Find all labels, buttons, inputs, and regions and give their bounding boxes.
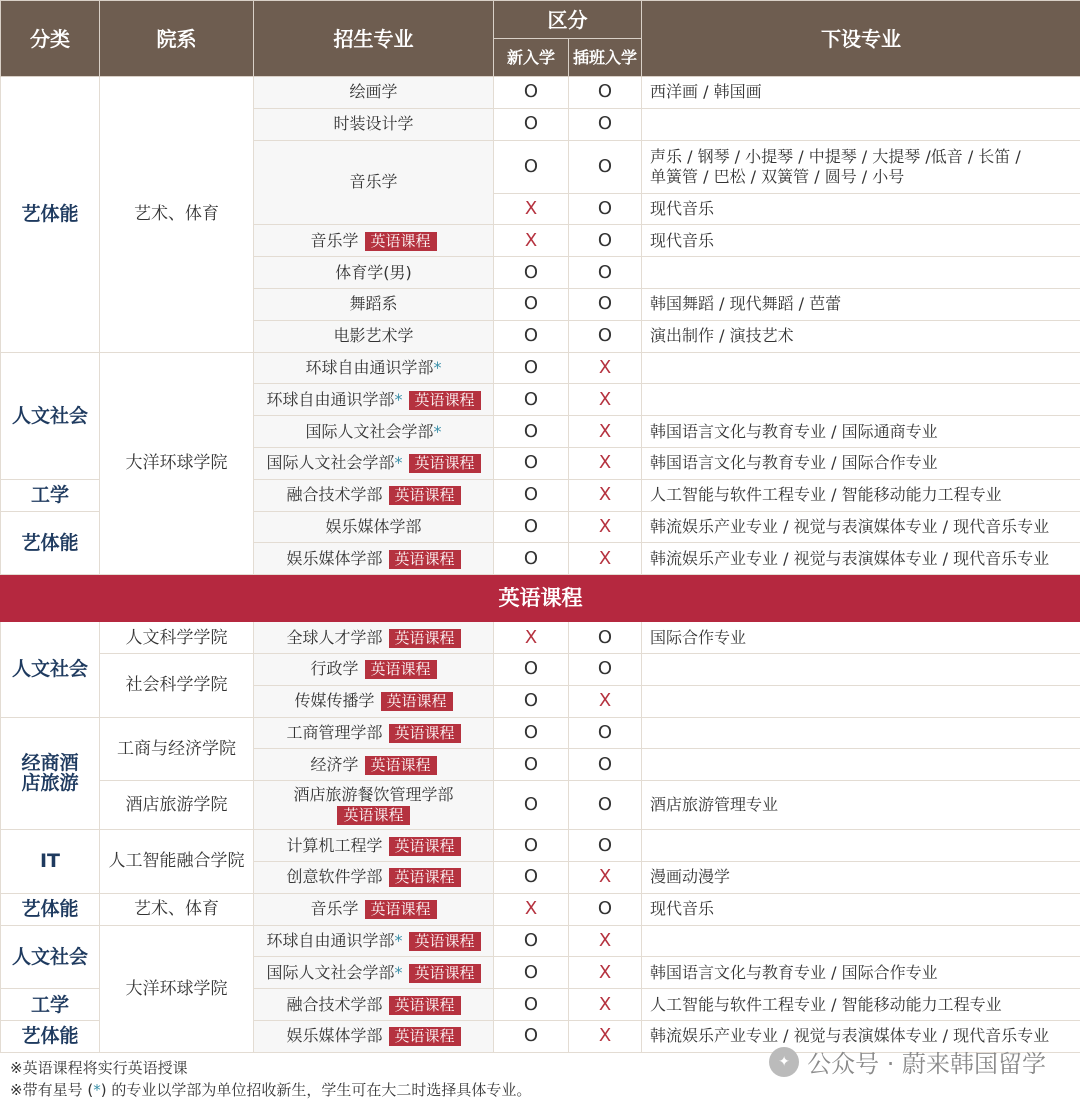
sub-major-cell: 韩国语言文化与教育专业 / 国际通商专业 bbox=[642, 416, 1080, 448]
transfer-mark: O bbox=[569, 622, 642, 654]
transfer-mark: O bbox=[569, 193, 642, 225]
new-entry-mark: X bbox=[494, 622, 569, 654]
category-cell: 艺体能 bbox=[1, 77, 100, 353]
sub-major-cell bbox=[642, 830, 1080, 862]
table-row bbox=[1, 893, 1080, 925]
footnote-star-a: ※带有星号 ( bbox=[10, 1080, 94, 1099]
transfer-mark: O bbox=[569, 140, 642, 193]
sub-major-cell bbox=[642, 384, 1080, 416]
new-entry-mark: O bbox=[494, 830, 569, 862]
header-sub-majors: 下设专业 bbox=[642, 1, 1080, 77]
major-cell bbox=[254, 384, 494, 416]
new-entry-mark: O bbox=[494, 108, 569, 140]
category-cell: IT bbox=[1, 830, 100, 894]
english-course-badge: 英语课程 bbox=[409, 932, 481, 951]
major-cell bbox=[254, 830, 494, 862]
sub-major-cell: 现代音乐 bbox=[642, 193, 1080, 225]
category-cell: 人文社会 bbox=[1, 622, 100, 717]
major-name: 行政学 bbox=[310, 659, 359, 679]
sub-major-cell: 西洋画 / 韩国画 bbox=[642, 77, 1080, 109]
new-entry-mark: X bbox=[494, 893, 569, 925]
transfer-mark: X bbox=[569, 957, 642, 989]
english-course-badge: 英语课程 bbox=[365, 900, 437, 919]
major-name: 环球自由通识学部 bbox=[266, 930, 395, 950]
major-cell: 电影艺术学 bbox=[254, 320, 494, 352]
transfer-mark: X bbox=[569, 511, 642, 543]
new-entry-mark: O bbox=[494, 257, 569, 289]
footnote-star-b: ) 的专业以学部为单位招收新生，学生可在大二时选择具体专业。 bbox=[100, 1080, 532, 1099]
new-entry-mark: O bbox=[494, 140, 569, 193]
wechat-icon: ✦ bbox=[769, 1047, 799, 1077]
major-cell bbox=[254, 717, 494, 749]
major-cell: 娱乐媒体学部 bbox=[254, 511, 494, 543]
sub-major-cell: 人工智能与软件工程专业 / 智能移动能力工程专业 bbox=[642, 989, 1080, 1021]
major-name: 环球自由通识学部 bbox=[266, 389, 395, 409]
english-course-badge: 英语课程 bbox=[389, 1027, 461, 1046]
sub-major-cell bbox=[642, 717, 1080, 749]
transfer-mark: X bbox=[569, 352, 642, 384]
department-cell: 社会科学学院 bbox=[100, 653, 254, 717]
new-entry-mark: O bbox=[494, 685, 569, 717]
sub-major-cell: 韩国舞蹈 / 现代舞蹈 / 芭蕾 bbox=[642, 288, 1080, 320]
new-entry-mark: O bbox=[494, 1020, 569, 1052]
transfer-mark: X bbox=[569, 384, 642, 416]
category-cell: 艺体能 bbox=[1, 893, 100, 925]
footnote-english: ※英语课程将实行英语授课 bbox=[10, 1058, 188, 1077]
major-cell bbox=[254, 479, 494, 511]
footnote-star bbox=[10, 1079, 1080, 1101]
major-name: 音乐学 bbox=[310, 899, 359, 919]
english-course-badge: 英语课程 bbox=[409, 391, 481, 410]
department-cell: 人工智能融合学院 bbox=[100, 830, 254, 894]
sub-major-cell: 酒店旅游管理专业 bbox=[642, 781, 1080, 830]
category-cell: 艺体能 bbox=[1, 511, 100, 575]
department-cell: 大洋环球学院 bbox=[100, 352, 254, 575]
major-name: 环球自由通识学部 bbox=[305, 357, 434, 377]
english-course-badge: 英语课程 bbox=[389, 837, 461, 856]
major-name: 融合技术学部 bbox=[286, 994, 383, 1014]
major-name: 传媒传播学 bbox=[294, 691, 375, 711]
transfer-mark: O bbox=[569, 288, 642, 320]
sub-major-cell: 声乐 / 钢琴 / 小提琴 / 中提琴 / 大提琴 /低音 / 长笛 / 单簧管 / 巴松 / 双簧管 / 圆号 / 小号 bbox=[642, 140, 1080, 193]
major-cell bbox=[254, 957, 494, 989]
english-course-badge: 英语课程 bbox=[365, 232, 437, 251]
sub-major-cell bbox=[642, 749, 1080, 781]
watermark-text: 公众号 · 蔚来韩国留学 bbox=[807, 1050, 1046, 1078]
transfer-mark: O bbox=[569, 225, 642, 257]
sub-major-cell: 韩流娱乐产业专业 / 视觉与表演媒体专业 / 现代音乐专业 bbox=[642, 1020, 1080, 1052]
major-cell bbox=[254, 352, 494, 384]
sub-major-cell bbox=[642, 352, 1080, 384]
english-course-badge: 英语课程 bbox=[365, 756, 437, 775]
transfer-mark: O bbox=[569, 257, 642, 289]
star-mark: * bbox=[394, 930, 403, 950]
new-entry-mark: X bbox=[494, 225, 569, 257]
english-course-badge: 英语课程 bbox=[389, 629, 461, 648]
transfer-mark: X bbox=[569, 685, 642, 717]
major-cell bbox=[254, 543, 494, 575]
table-row bbox=[1, 622, 1080, 654]
header-department: 院系 bbox=[100, 1, 254, 77]
major-name: 国际人文社会学部 bbox=[305, 421, 434, 441]
major-name: 娱乐媒体学部 bbox=[286, 1026, 383, 1046]
footnote-star-symbol: * bbox=[93, 1080, 101, 1099]
star-mark: * bbox=[433, 357, 442, 377]
major-cell: 时装设计学 bbox=[254, 108, 494, 140]
english-course-badge: 英语课程 bbox=[389, 724, 461, 743]
transfer-mark: O bbox=[569, 717, 642, 749]
new-entry-mark: O bbox=[494, 957, 569, 989]
major-cell bbox=[254, 622, 494, 654]
new-entry-mark: O bbox=[494, 861, 569, 893]
major-name: 音乐学 bbox=[310, 230, 359, 250]
transfer-mark: X bbox=[569, 1020, 642, 1052]
new-entry-mark: O bbox=[494, 717, 569, 749]
new-entry-mark: O bbox=[494, 749, 569, 781]
transfer-mark: X bbox=[569, 543, 642, 575]
transfer-mark: X bbox=[569, 447, 642, 479]
sub-major-cell: 韩国语言文化与教育专业 / 国际合作专业 bbox=[642, 957, 1080, 989]
new-entry-mark: O bbox=[494, 447, 569, 479]
major-cell bbox=[254, 749, 494, 781]
sub-major-cell bbox=[642, 925, 1080, 957]
category-cell: 工学 bbox=[1, 479, 100, 511]
star-mark: * bbox=[394, 389, 403, 409]
transfer-mark: O bbox=[569, 108, 642, 140]
watermark bbox=[769, 1044, 1046, 1079]
major-cell bbox=[254, 861, 494, 893]
major-cell: 绘画学 bbox=[254, 77, 494, 109]
new-entry-mark: O bbox=[494, 781, 569, 830]
major-cell bbox=[254, 416, 494, 448]
new-entry-mark: O bbox=[494, 77, 569, 109]
new-entry-mark: O bbox=[494, 989, 569, 1021]
new-entry-mark: O bbox=[494, 925, 569, 957]
category-cell: 人文社会 bbox=[1, 925, 100, 989]
header-division: 区分 bbox=[494, 1, 642, 39]
header-category: 分类 bbox=[1, 1, 100, 77]
major-name: 创意软件学部 bbox=[286, 867, 383, 887]
english-course-badge: 英语课程 bbox=[389, 550, 461, 569]
english-course-badge: 英语课程 bbox=[365, 660, 437, 679]
divider-label: 英语课程 bbox=[1, 575, 1080, 622]
table-row bbox=[1, 352, 1080, 384]
english-course-badge: 英语课程 bbox=[381, 692, 453, 711]
major-cell bbox=[254, 447, 494, 479]
major-cell bbox=[254, 989, 494, 1021]
sub-major-cell bbox=[642, 653, 1080, 685]
transfer-mark: O bbox=[569, 781, 642, 830]
major-name: 融合技术学部 bbox=[286, 485, 383, 505]
sub-major-cell: 现代音乐 bbox=[642, 893, 1080, 925]
table-row bbox=[1, 77, 1080, 109]
new-entry-mark: O bbox=[494, 479, 569, 511]
table-row bbox=[1, 925, 1080, 957]
major-name: 娱乐媒体学部 bbox=[286, 548, 383, 568]
transfer-mark: O bbox=[569, 653, 642, 685]
major-cell bbox=[254, 653, 494, 685]
major-cell bbox=[254, 225, 494, 257]
english-course-badge: 英语课程 bbox=[409, 964, 481, 983]
sub-major-cell: 现代音乐 bbox=[642, 225, 1080, 257]
header-new-entry: 新入学 bbox=[494, 39, 569, 77]
sub-major-cell: 人工智能与软件工程专业 / 智能移动能力工程专业 bbox=[642, 479, 1080, 511]
sub-major-cell: 韩流娱乐产业专业 / 视觉与表演媒体专业 / 现代音乐专业 bbox=[642, 543, 1080, 575]
major-name: 酒店旅游餐饮管理学部 bbox=[293, 785, 454, 805]
header-major: 招生专业 bbox=[254, 1, 494, 77]
table-row bbox=[1, 830, 1080, 862]
table-row bbox=[1, 653, 1080, 685]
star-mark: * bbox=[394, 453, 403, 473]
major-name: 国际人文社会学部 bbox=[266, 962, 395, 982]
english-course-badge: 英语课程 bbox=[389, 486, 461, 505]
sub-major-cell: 演出制作 / 演技艺术 bbox=[642, 320, 1080, 352]
english-course-badge: 英语课程 bbox=[389, 996, 461, 1015]
sub-major-cell: 国际合作专业 bbox=[642, 622, 1080, 654]
department-cell: 工商与经济学院 bbox=[100, 717, 254, 781]
english-course-badge: 英语课程 bbox=[409, 454, 481, 473]
transfer-mark: O bbox=[569, 893, 642, 925]
sub-major-cell bbox=[642, 108, 1080, 140]
major-cell: 体育学(男) bbox=[254, 257, 494, 289]
major-cell: 舞蹈系 bbox=[254, 288, 494, 320]
major-name: 经济学 bbox=[310, 754, 359, 774]
new-entry-mark: O bbox=[494, 543, 569, 575]
major-name: 计算机工程学 bbox=[286, 835, 383, 855]
major-name: 工商管理学部 bbox=[286, 722, 383, 742]
transfer-mark: O bbox=[569, 77, 642, 109]
transfer-mark: X bbox=[569, 479, 642, 511]
english-course-badge: 英语课程 bbox=[389, 868, 461, 887]
transfer-mark: O bbox=[569, 830, 642, 862]
sub-major-cell: 韩流娱乐产业专业 / 视觉与表演媒体专业 / 现代音乐专业 bbox=[642, 511, 1080, 543]
major-cell bbox=[254, 893, 494, 925]
sub-major-cell bbox=[642, 257, 1080, 289]
transfer-mark: X bbox=[569, 989, 642, 1021]
major-name: 全球人才学部 bbox=[286, 627, 383, 647]
major-cell bbox=[254, 925, 494, 957]
new-entry-mark: X bbox=[494, 193, 569, 225]
major-cell bbox=[254, 1020, 494, 1052]
major-cell bbox=[254, 781, 494, 830]
english-course-divider bbox=[1, 575, 1080, 622]
department-cell: 艺术、体育 bbox=[100, 893, 254, 925]
new-entry-mark: O bbox=[494, 384, 569, 416]
english-course-badge: 英语课程 bbox=[337, 806, 409, 825]
sub-major-cell bbox=[642, 685, 1080, 717]
category-cell: 艺体能 bbox=[1, 1020, 100, 1052]
star-mark: * bbox=[394, 962, 403, 982]
new-entry-mark: O bbox=[494, 653, 569, 685]
transfer-mark: O bbox=[569, 749, 642, 781]
transfer-mark: X bbox=[569, 925, 642, 957]
department-cell: 大洋环球学院 bbox=[100, 925, 254, 1052]
table-row bbox=[1, 781, 1080, 830]
sub-major-cell: 韩国语言文化与教育专业 / 国际合作专业 bbox=[642, 447, 1080, 479]
transfer-mark: O bbox=[569, 320, 642, 352]
department-cell: 人文科学学院 bbox=[100, 622, 254, 654]
transfer-mark: X bbox=[569, 416, 642, 448]
major-cell bbox=[254, 685, 494, 717]
star-mark: * bbox=[433, 421, 442, 441]
header-transfer: 插班入学 bbox=[569, 39, 642, 77]
new-entry-mark: O bbox=[494, 288, 569, 320]
department-cell: 艺术、体育 bbox=[100, 77, 254, 353]
major-cell: 音乐学 bbox=[254, 140, 494, 225]
transfer-mark: X bbox=[569, 861, 642, 893]
major-name: 国际人文社会学部 bbox=[266, 453, 395, 473]
category-cell: 人文社会 bbox=[1, 352, 100, 479]
category-cell: 经商酒店旅游 bbox=[1, 717, 100, 830]
new-entry-mark: O bbox=[494, 320, 569, 352]
new-entry-mark: O bbox=[494, 416, 569, 448]
sub-major-cell: 漫画动漫学 bbox=[642, 861, 1080, 893]
table-row bbox=[1, 717, 1080, 749]
category-cell: 工学 bbox=[1, 989, 100, 1021]
department-cell: 酒店旅游学院 bbox=[100, 781, 254, 830]
new-entry-mark: O bbox=[494, 511, 569, 543]
new-entry-mark: O bbox=[494, 352, 569, 384]
